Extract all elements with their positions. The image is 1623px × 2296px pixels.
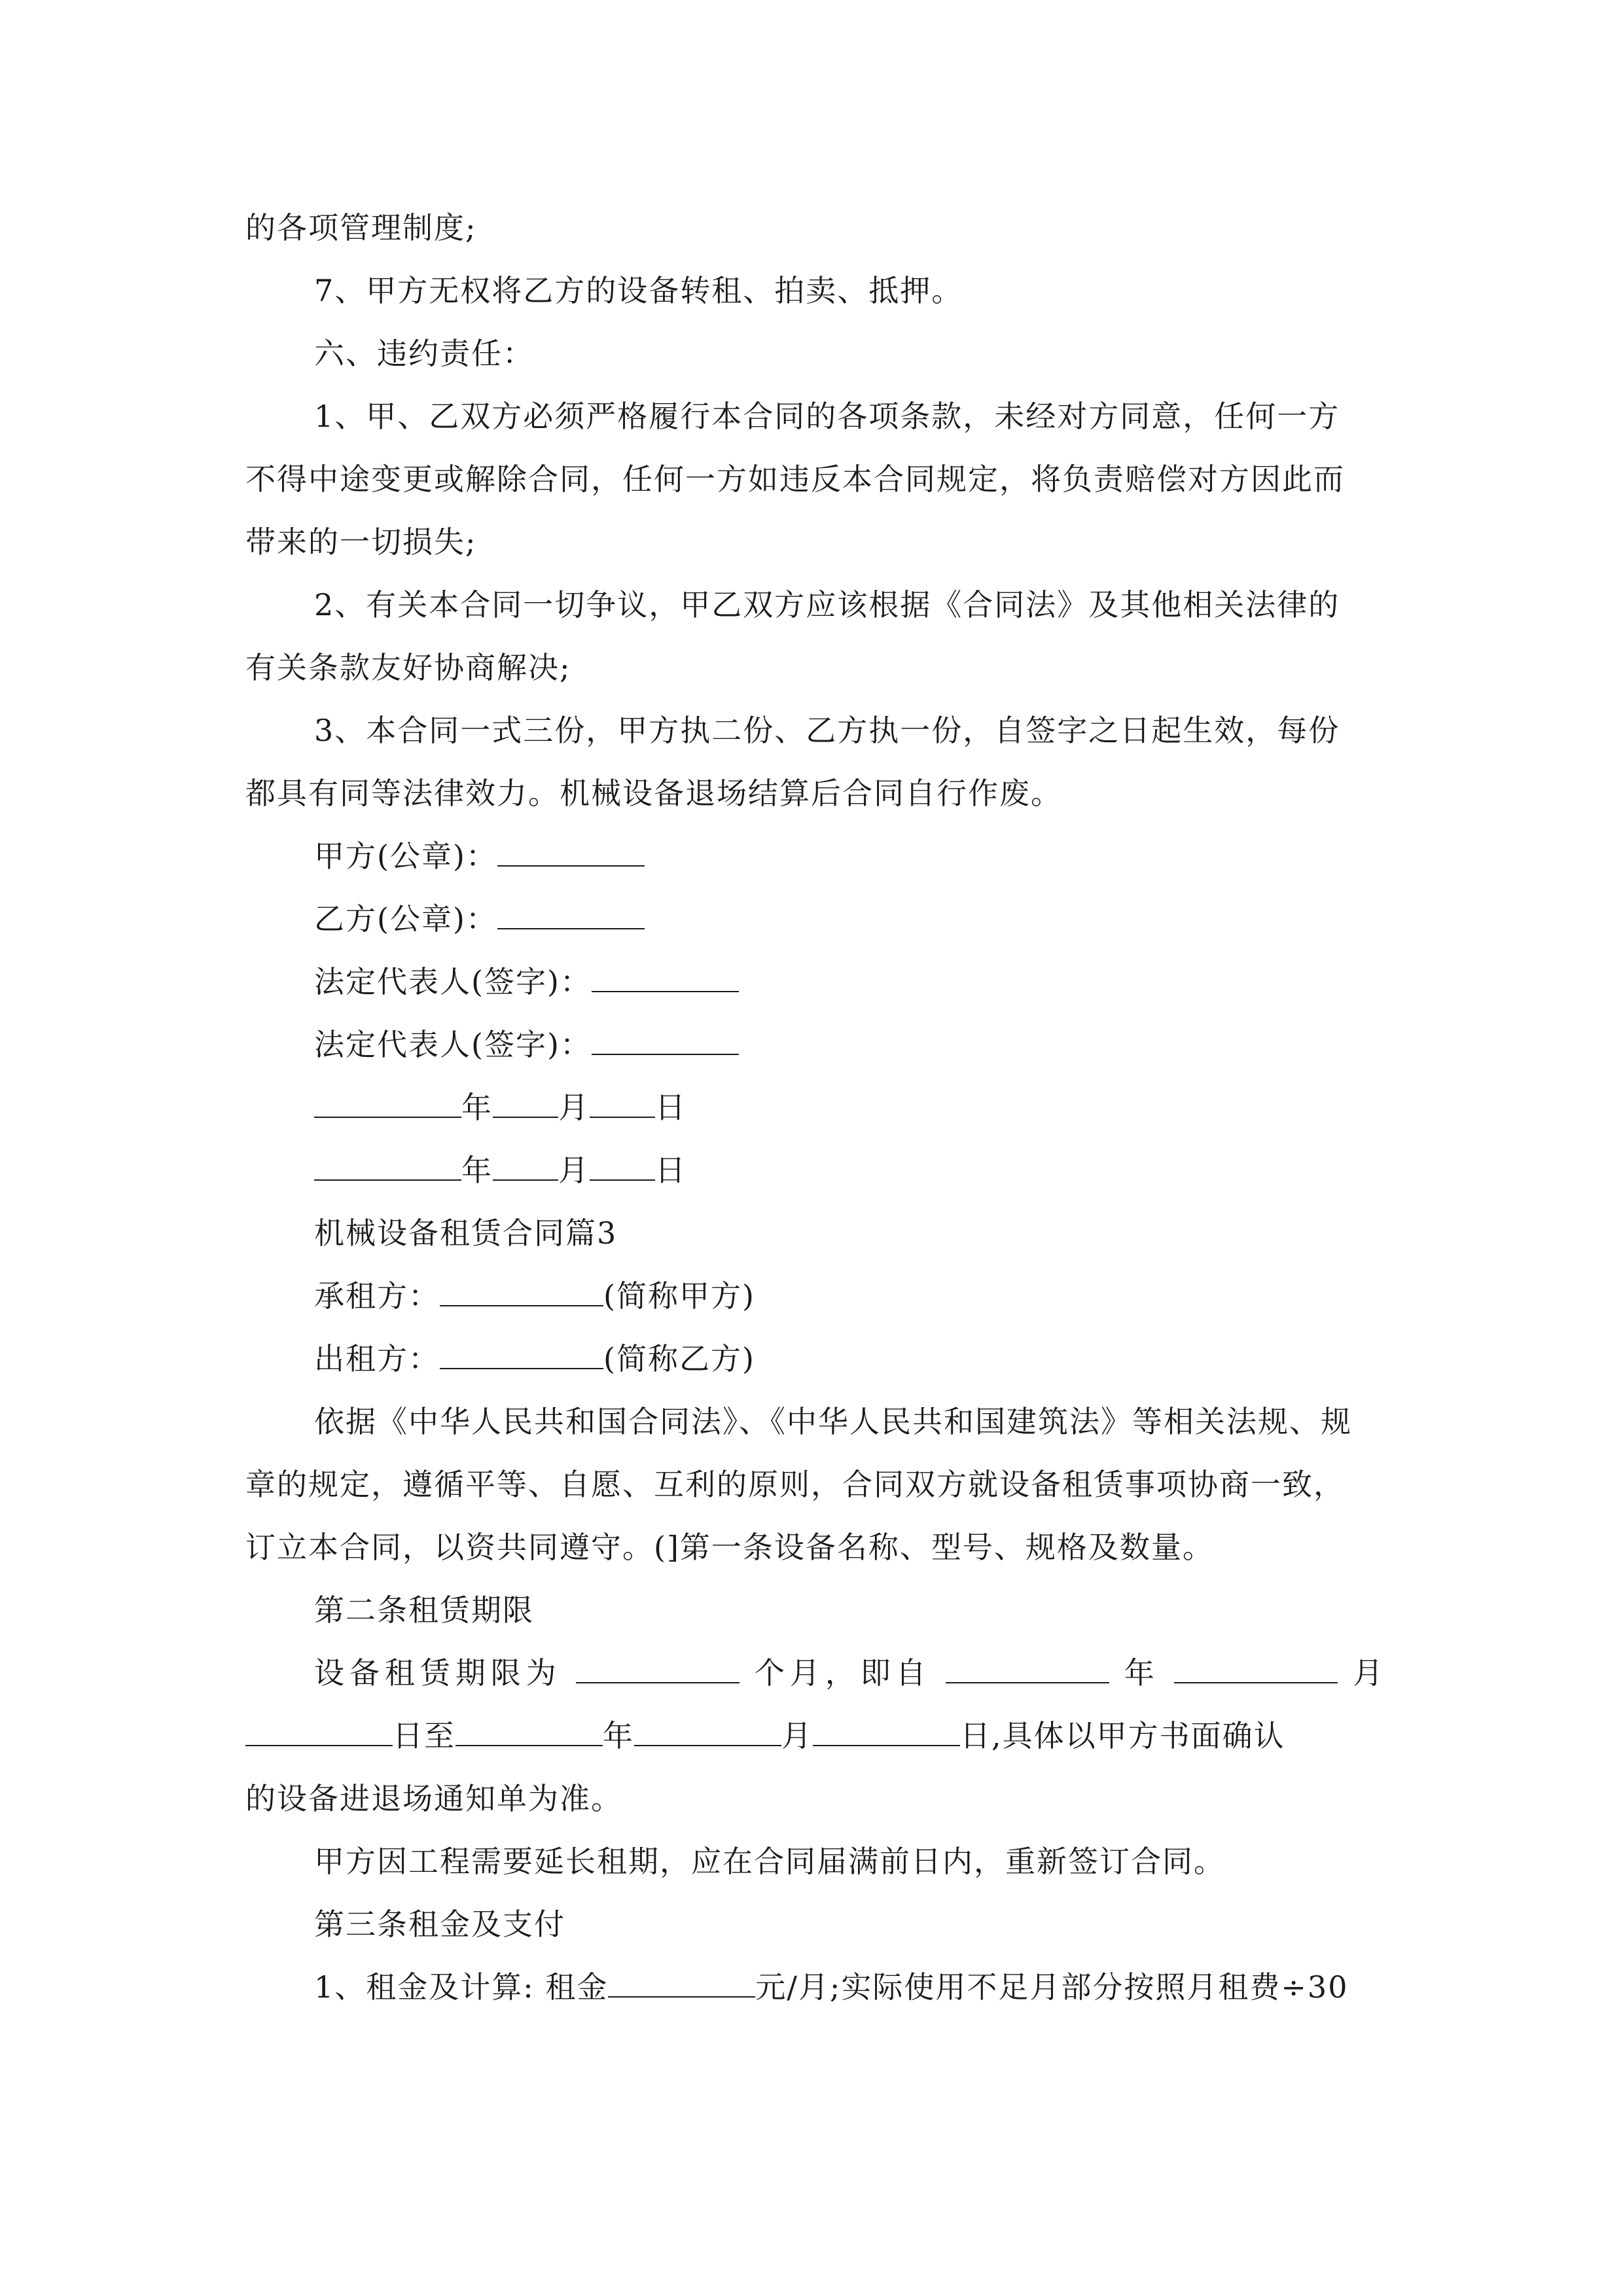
year-label: 年	[461, 1090, 493, 1125]
month-label: 月	[558, 1090, 590, 1125]
section-heading-breach: 六、违约责任：	[314, 336, 534, 371]
paragraph-line: 的设备进退场通知单为准。	[245, 1781, 622, 1816]
lease-term-day-end: 日,具体以甲方书面确认	[960, 1718, 1285, 1753]
signature-legal-rep-2	[245, 1013, 1384, 1076]
paragraph-line: 带来的一切损失;	[245, 524, 477, 560]
lessee-label: 承租方：	[314, 1278, 440, 1314]
lessor-label: 出租方：	[314, 1341, 440, 1376]
lease-term-line-2	[245, 1704, 1384, 1767]
month-label: 月	[558, 1153, 590, 1188]
rent-line	[245, 1956, 1384, 2018]
months-blank[interactable]	[576, 1660, 740, 1683]
lessor-suffix: (简称乙方)	[603, 1341, 755, 1376]
start-day-blank[interactable]	[245, 1723, 393, 1746]
day-label: 日	[655, 1090, 687, 1125]
rent-prefix: 1、租金及计算: 租金	[314, 1969, 609, 2005]
lessee-blank[interactable]	[440, 1283, 603, 1306]
extension-clause: 甲方因工程需要延长租期，应在合同届满前日内，重新签订合同。	[314, 1844, 1225, 1879]
paragraph-line: 都具有同等法律效力。机械设备退场结算后合同自行作废。	[245, 776, 1062, 811]
paragraph-line: 的各项管理制度;	[245, 210, 477, 245]
signature-legal-rep-1	[245, 950, 1384, 1013]
article-3-heading: 第三条租金及支付	[314, 1907, 565, 1942]
lease-term-prefix: 设备租赁期限为	[314, 1655, 562, 1691]
party-a-blank[interactable]	[497, 843, 645, 867]
party-b-label: 乙方(公章)：	[314, 901, 497, 937]
paragraph-line: 章的规定，遵循平等、自愿、互利的原则，合同双方就设备租赁事项协商一致，	[245, 1467, 1345, 1502]
day-blank[interactable]	[590, 1157, 655, 1181]
month-blank[interactable]	[493, 1094, 558, 1118]
day-label: 日	[655, 1153, 687, 1188]
clause-breach-1: 1、甲、乙双方必须严格履行本合同的各项条款，未经对方同意，任何一方	[314, 399, 1340, 434]
legal-rep-blank[interactable]	[592, 969, 739, 992]
contract-body	[245, 196, 1384, 2018]
paragraph-line: 订立本合同，以资共同遵守。(]第一条设备名称、型号、规格及数量。	[245, 1530, 1214, 1565]
lessor-blank[interactable]	[440, 1346, 603, 1369]
year-blank[interactable]	[314, 1157, 461, 1181]
lease-term-day-to: 日至	[393, 1718, 455, 1753]
signature-date-2	[245, 1139, 1384, 1202]
party-a-label: 甲方(公章)：	[314, 838, 497, 874]
lease-term-year: 年	[1124, 1655, 1160, 1691]
lessee-line	[245, 1265, 1384, 1327]
lease-term-year2: 年	[603, 1718, 634, 1753]
paragraph-line: 有关条款友好协商解决;	[245, 650, 571, 685]
lease-term-months: 个月，即自	[754, 1655, 931, 1691]
month-blank[interactable]	[493, 1157, 558, 1181]
signature-date-1	[245, 1076, 1384, 1139]
start-month-blank[interactable]	[1174, 1660, 1338, 1683]
legal-rep-label: 法定代表人(签字)：	[314, 1027, 592, 1062]
paragraph-line: 不得中途变更或解除合同，任何一方如违反本合同规定，将负责赔偿对方因此而	[245, 461, 1345, 497]
legal-rep-blank[interactable]	[592, 1031, 739, 1055]
party-b-blank[interactable]	[497, 906, 645, 929]
lease-term-line-1	[245, 1641, 1384, 1704]
rent-amount-blank[interactable]	[608, 1974, 755, 1998]
signature-party-b	[245, 888, 1384, 950]
contract-title: 机械设备租赁合同篇3	[314, 1215, 618, 1251]
clause-7: 7、甲方无权将乙方的设备转租、拍卖、抵押。	[314, 273, 963, 308]
end-month-blank[interactable]	[634, 1723, 781, 1746]
signature-party-a	[245, 825, 1384, 888]
clause-breach-3: 3、本合同一式三份，甲方执二份、乙方执一份，自签字之日起生效，每份	[314, 713, 1340, 748]
rent-suffix: 元/月;实际使用不足月部分按照月租费÷30	[755, 1969, 1349, 2005]
preamble-line: 依据《中华人民共和国合同法》、《中华人民共和国建筑法》等相关法规、规	[314, 1404, 1352, 1439]
article-2-heading: 第二条租赁期限	[314, 1592, 534, 1628]
legal-rep-label: 法定代表人(签字)：	[314, 964, 592, 999]
lessor-line	[245, 1327, 1384, 1390]
end-day-blank[interactable]	[813, 1723, 960, 1746]
start-year-blank[interactable]	[946, 1660, 1109, 1683]
clause-breach-2: 2、有关本合同一切争议，甲乙双方应该根据《合同法》及其他相关法律的	[314, 587, 1340, 622]
lessee-suffix: (简称甲方)	[603, 1278, 755, 1314]
day-blank[interactable]	[590, 1094, 655, 1118]
year-label: 年	[461, 1153, 493, 1188]
end-year-blank[interactable]	[455, 1723, 603, 1746]
lease-term-month: 月	[1353, 1655, 1384, 1691]
lease-term-month2: 月	[781, 1718, 813, 1753]
year-blank[interactable]	[314, 1094, 461, 1118]
